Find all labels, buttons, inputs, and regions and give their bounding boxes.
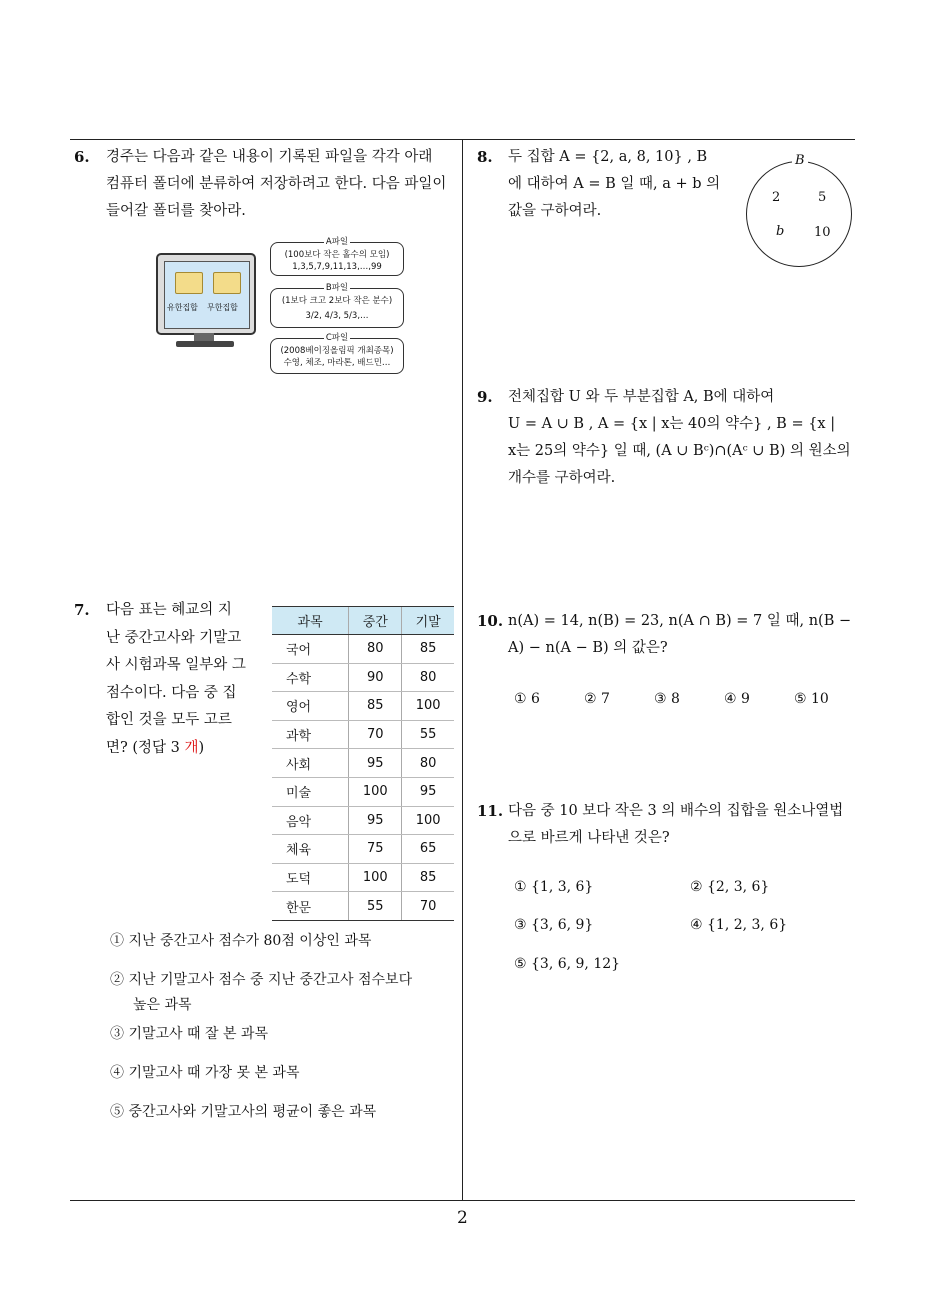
file-c-line-1: (2008베이징올림픽 개최종목) xyxy=(280,346,394,356)
q11-option-4[interactable]: ④ {1, 2, 3, 6} xyxy=(690,917,788,933)
q7-option-4[interactable]: ④ 기말고사 때 가장 못 본 과목 xyxy=(110,1065,300,1081)
table-cell-midterm: 55 xyxy=(349,892,402,921)
table-header-subject: 과목 xyxy=(272,607,349,635)
table-cell-midterm: 95 xyxy=(349,806,402,835)
q7-line-4: 점수이다. 다음 중 집 xyxy=(106,684,237,701)
table-row xyxy=(272,777,454,806)
venn-circle xyxy=(746,161,852,267)
table-cell-subject: 국어 xyxy=(272,635,349,664)
q11-option-3[interactable]: ③ {3, 6, 9} xyxy=(514,917,594,933)
table-cell-midterm: 70 xyxy=(349,720,402,749)
table-cell-subject: 한문 xyxy=(272,892,349,921)
venn-set-label: B xyxy=(792,153,808,168)
q6-number: 6. xyxy=(74,148,90,166)
table-cell-midterm: 95 xyxy=(349,749,402,778)
q10-line-1: n(A) = 14, n(B) = 23, n(A ∩ B) = 7 일 때, n(B − xyxy=(508,613,852,629)
table-row xyxy=(272,863,454,892)
q7-option-3[interactable]: ③ 기말고사 때 잘 본 과목 xyxy=(110,1026,268,1042)
column-divider xyxy=(462,139,463,1201)
q11-number: 11. xyxy=(477,802,504,820)
table-cell-final: 100 xyxy=(402,692,454,721)
table-cell-subject: 수학 xyxy=(272,663,349,692)
q11-option-1[interactable]: ① {1, 3, 6} xyxy=(514,879,594,895)
q8-line-2: 에 대하여 A = B 일 때, a + b 의 xyxy=(508,176,721,192)
file-b-line-2: 3/2, 4/3, 5/3,… xyxy=(305,311,369,321)
venn-element: 10 xyxy=(814,225,831,240)
folder-label-infinite: 무한집합 xyxy=(207,303,238,312)
table-header-midterm: 중간 xyxy=(349,607,402,635)
table-cell-midterm: 100 xyxy=(349,863,402,892)
table-cell-subject: 사회 xyxy=(272,749,349,778)
table-row xyxy=(272,835,454,864)
file-b-line-1: (1보다 크고 2보다 작은 분수) xyxy=(281,296,393,306)
file-a-line-1: (100보다 작은 홀수의 모임) xyxy=(284,250,390,260)
table-cell-midterm: 100 xyxy=(349,777,402,806)
file-c-title: C파일 xyxy=(325,333,349,343)
table-cell-final: 85 xyxy=(402,863,454,892)
q10-option-1[interactable]: ① 6 xyxy=(514,691,540,707)
monitor-base xyxy=(176,341,234,347)
monitor-stand xyxy=(194,333,214,341)
file-b-card xyxy=(270,283,404,328)
table-row xyxy=(272,892,454,921)
q7-text xyxy=(106,597,266,762)
venn-element: 2 xyxy=(772,190,781,205)
table-cell-final: 55 xyxy=(402,720,454,749)
file-c-card xyxy=(270,333,404,374)
table-cell-final: 80 xyxy=(402,663,454,692)
q6-line-2: 컴퓨터 폴더에 분류하여 저장하려고 한다. 다음 파일이 xyxy=(106,176,447,192)
table-cell-final: 70 xyxy=(402,892,454,921)
folder-label-finite: 유한집합 xyxy=(167,303,198,312)
q9-line-2: U = A ∪ B , A = {x | x는 40의 약수} , B = {x | xyxy=(508,416,836,432)
q7-option-2-cont: 높은 과목 xyxy=(133,997,192,1013)
table-cell-final: 65 xyxy=(402,835,454,864)
q9-line-3: x는 25의 약수} 일 때, (A ∪ Bᶜ)∩(Aᶜ ∪ B) 의 원소의 xyxy=(508,443,851,459)
q7-number: 7. xyxy=(74,601,90,619)
q8-number: 8. xyxy=(477,148,493,166)
table-header-final: 기말 xyxy=(402,607,454,635)
q10-text xyxy=(508,608,860,662)
table-cell-final: 85 xyxy=(402,635,454,664)
q7-line-5: 합인 것을 모두 고르 xyxy=(106,712,232,728)
file-a-line-2: 1,3,5,7,9,11,13,…,99 xyxy=(292,262,382,272)
q7-option-5[interactable]: ⑤ 중간고사와 기말고사의 평균이 좋은 과목 xyxy=(110,1104,377,1120)
monitor-screen xyxy=(164,261,250,329)
table-cell-subject: 음악 xyxy=(272,806,349,835)
q11-line-1: 다음 중 10 보다 작은 3 의 배수의 집합을 원소나열법 xyxy=(508,803,844,819)
table-cell-final: 95 xyxy=(402,777,454,806)
q7-line-6-suffix: ) xyxy=(198,739,205,756)
q7-line-3: 사 시험과목 일부와 그 xyxy=(106,657,246,673)
score-table xyxy=(272,606,454,921)
q9-text xyxy=(508,384,858,492)
table-row xyxy=(272,720,454,749)
folder-icon xyxy=(175,272,203,294)
q11-option-2[interactable]: ② {2, 3, 6} xyxy=(690,879,770,895)
file-a-title: A파일 xyxy=(325,237,349,247)
table-row xyxy=(272,635,454,664)
table-cell-final: 100 xyxy=(402,806,454,835)
table-cell-subject: 도덕 xyxy=(272,863,349,892)
table-cell-subject: 미술 xyxy=(272,777,349,806)
q7-line-6-prefix: 면? (정답 3 xyxy=(106,739,185,756)
q10-number: 10. xyxy=(477,612,504,630)
q7-option-1[interactable]: ① 지난 중간고사 점수가 80점 이상인 과목 xyxy=(110,933,372,949)
table-cell-subject: 체육 xyxy=(272,835,349,864)
q11-text xyxy=(508,798,860,852)
table-row xyxy=(272,692,454,721)
q10-line-2: A) − n(A − B) 의 값은? xyxy=(508,640,668,656)
file-a-card xyxy=(270,237,404,276)
q10-option-4[interactable]: ④ 9 xyxy=(724,691,750,707)
table-header-row xyxy=(272,607,454,635)
q7-answer-count: 개 xyxy=(184,739,199,756)
q6-line-1: 경주는 다음과 같은 내용이 기록된 파일을 각각 아래 xyxy=(106,149,433,165)
q11-line-2: 으로 바르게 나타낸 것은? xyxy=(508,830,670,846)
q10-option-2[interactable]: ② 7 xyxy=(584,691,610,707)
q9-line-4: 개수를 구하여라. xyxy=(508,470,616,486)
q7-line-1: 다음 표는 혜교의 지 xyxy=(106,602,232,618)
monitor-icon xyxy=(156,253,256,335)
table-cell-final: 80 xyxy=(402,749,454,778)
table-cell-midterm: 75 xyxy=(349,835,402,864)
table-row xyxy=(272,749,454,778)
table-row xyxy=(272,806,454,835)
table-row xyxy=(272,663,454,692)
folder-icon xyxy=(213,272,241,294)
q10-option-3[interactable]: ③ 8 xyxy=(654,691,680,707)
q7-option-2[interactable]: ② 지난 기말고사 점수 중 지난 중간고사 점수보다 xyxy=(110,972,413,988)
file-c-line-2: 수영, 체조, 마라톤, 배드민… xyxy=(283,358,391,368)
q7-line-6 xyxy=(106,735,266,763)
venn-element: 5 xyxy=(818,190,827,205)
file-b-title: B파일 xyxy=(325,283,349,293)
venn-element: b xyxy=(776,224,785,239)
q9-line-1: 전체집합 U 와 두 부분집합 A, B에 대하여 xyxy=(508,389,775,405)
table-cell-subject: 영어 xyxy=(272,692,349,721)
q6-line-3: 들어갈 폴더를 찾아라. xyxy=(106,203,246,219)
table-cell-midterm: 90 xyxy=(349,663,402,692)
page-number: 2 xyxy=(457,1208,468,1228)
q9-number: 9. xyxy=(477,388,493,406)
q7-line-2: 난 중간고사와 기말고 xyxy=(106,629,242,646)
table-cell-midterm: 80 xyxy=(349,635,402,664)
table-cell-midterm: 85 xyxy=(349,692,402,721)
q8-line-3: 값을 구하여라. xyxy=(508,203,602,219)
q8-text xyxy=(508,144,738,225)
q10-option-5[interactable]: ⑤ 10 xyxy=(794,691,829,707)
table-cell-subject: 과학 xyxy=(272,720,349,749)
q6-text xyxy=(106,144,461,225)
q8-line-1: 두 집합 A = {2, a, 8, 10} , B xyxy=(508,149,708,165)
q11-option-5[interactable]: ⑤ {3, 6, 9, 12} xyxy=(514,956,621,972)
